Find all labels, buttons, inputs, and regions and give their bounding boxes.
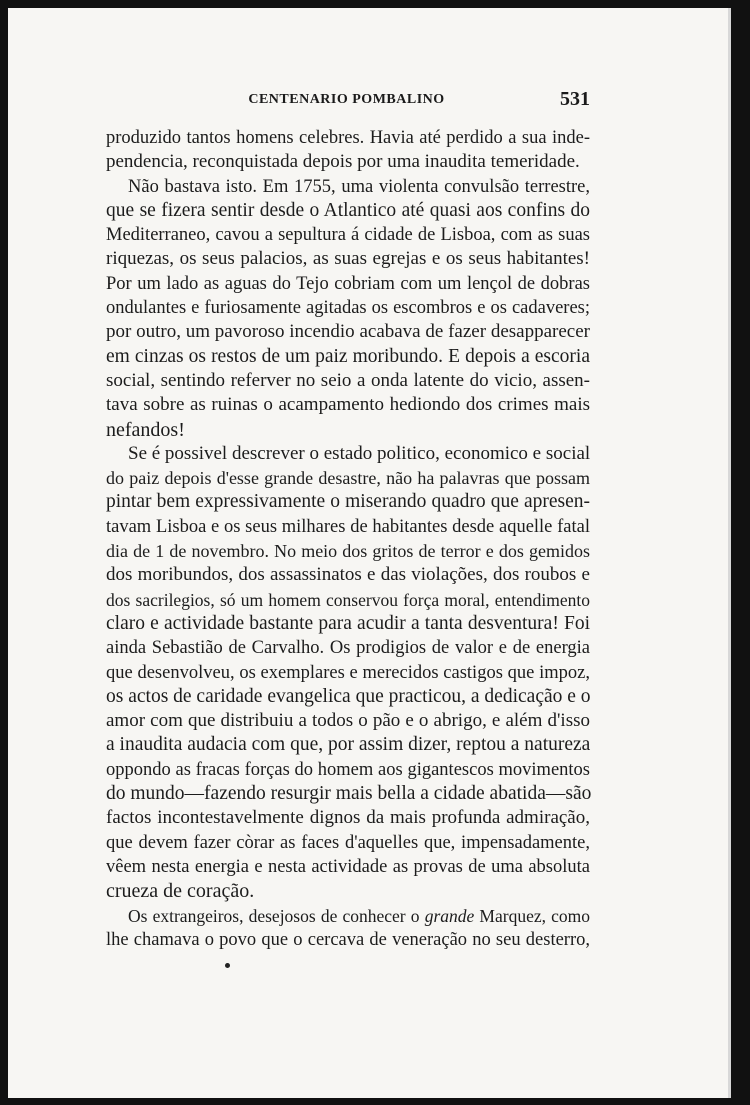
text-line: que devem fazer còrar as faces d'aquelles que, impensadamente, xyxy=(106,832,590,853)
emphasis: grande xyxy=(424,905,475,926)
text-line: vêem nesta energia e nesta actividade as provas de uma absoluta xyxy=(106,856,590,877)
text-line: social, sentindo referver no seio a onda latente do vicio, assen- xyxy=(106,369,590,391)
text-line: em cinzas os restos de um paiz moribundo. E depois a escoria xyxy=(106,345,590,367)
text-line: Se é possivel descrever o estado politico, economico e social xyxy=(128,442,591,464)
text-line: pintar bem expressivamente o miserando quadro que apresen- xyxy=(106,491,590,513)
text-line: crueza de coração. xyxy=(106,880,255,903)
text-line: pendencia, reconquistada depois por uma inaudita temeridade. xyxy=(106,151,580,173)
text-line: dia de 1 de novembro. No meio dos gritos de terror e dos gemidos xyxy=(106,541,590,562)
text-line: nefandos! xyxy=(106,418,185,441)
text-line: lhe chamava o povo que o cercava de veneração no seu desterro, xyxy=(106,929,590,950)
text-line: Mediterraneo, cavou a sepultura á cidade de Lisboa, com as suas xyxy=(106,225,590,246)
text-line: tavam Lisboa e os seus milhares de habitantes desde aquelle fatal xyxy=(106,516,590,537)
ink-speck xyxy=(225,963,230,968)
text-line: factos incontestavelmente dignos da mais profunda admiração, xyxy=(106,807,590,829)
book-page xyxy=(8,8,731,1098)
text-line: Os extrangeiros, desejosos de conhecer o grande Marquez, como xyxy=(128,905,590,926)
body-text xyxy=(106,126,590,952)
text-line: do mundo—fazendo resurgir mais bella a cidade abatida—são xyxy=(106,783,592,805)
text-line: dos moribundos, dos assassinatos e das violações, dos roubos e xyxy=(106,564,590,586)
text-line: oppondo as fracas forças do homem aos gigantescos movimentos xyxy=(106,759,590,780)
page-number: 531 xyxy=(560,88,590,110)
text-line: que se fizera sentir desde o Atlantico até quasi aos confins do xyxy=(106,199,590,221)
text-line: a inaudita audacia com que, por assim dizer, reptou a natureza xyxy=(106,734,591,756)
text-line: Por um lado as aguas do Tejo cobriam com um lençol de dobras xyxy=(106,273,590,294)
text-line: tava sobre as ruinas o acampamento hediondo dos crimes mais xyxy=(106,394,590,416)
text-line: dos sacrilegios, só um homem conservou força moral, entendimento xyxy=(106,589,590,610)
page-header xyxy=(103,88,590,112)
text-line: que desenvolveu, os exemplares e merecidos castigos que impoz, xyxy=(106,662,590,683)
text-line: amor com que distribuiu a todos o pão e o abrigo, e além d'isso xyxy=(106,710,590,732)
text-line: os actos de caridade evangelica que practicou, a dedicação e o xyxy=(106,685,591,707)
text-line: ainda Sebastião de Carvalho. Os prodigios de valor e de energia xyxy=(106,638,590,659)
text-line: claro e actividade bastante para acudir a tanta desventura! Foi xyxy=(106,612,590,634)
text-line: ondulantes e furiosamente agitadas os escombros e os cadaveres; xyxy=(106,298,590,319)
text-line: Não bastava isto. Em 1755, uma violenta convulsão terrestre, xyxy=(128,176,590,197)
text-line: produzido tantos homens celebres. Havia até perdido a sua inde- xyxy=(106,128,590,148)
text-line: do paiz depois d'esse grande desastre, não ha palavras que possam xyxy=(106,468,590,489)
text-line: por outro, um pavoroso incendio acabava de fazer desapparecer xyxy=(106,321,590,343)
running-head: CENTENARIO POMBALINO xyxy=(248,92,445,107)
text-line: riquezas, os seus palacios, as suas egrejas e os seus habitantes! xyxy=(106,248,590,270)
